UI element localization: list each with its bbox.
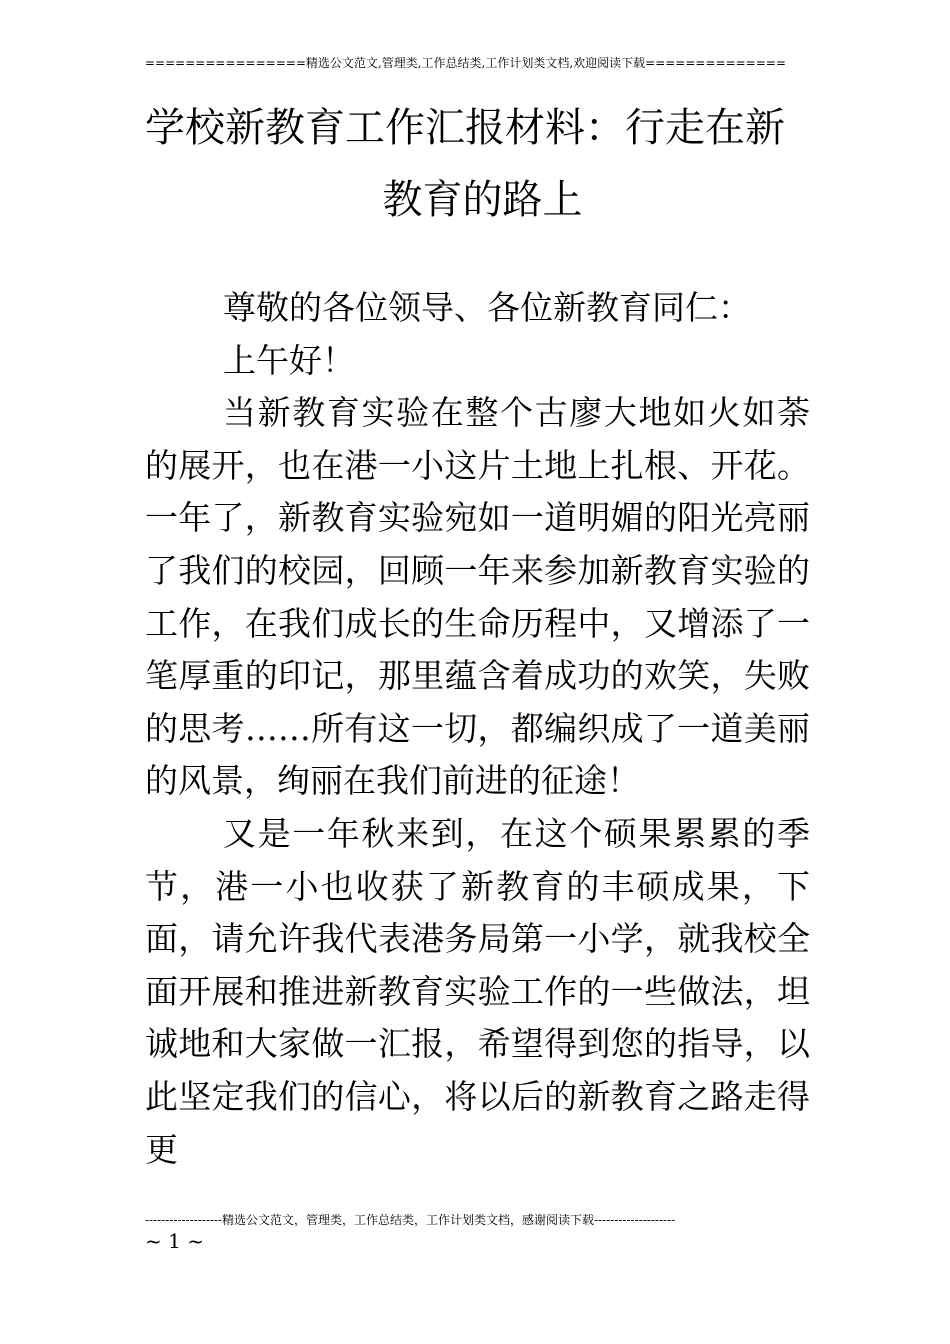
footer-banner: -------------------精选公文范文，管理类，工作总结类，工作计划类文档，感谢阅读下载-------------------- <box>145 1213 676 1227</box>
title-line-2: 教育的路上 <box>382 177 583 223</box>
page-number: ~ 1 ~ <box>145 1229 204 1253</box>
title-line-1: 学校新教育工作汇报材料：行走在新 <box>145 105 785 151</box>
document-body <box>145 282 810 1176</box>
header-banner: ================精选公文范文,管理类,工作总结类,工作计划类文档,欢迎阅读下载============== <box>145 56 786 70</box>
paragraph-2: 又是一年秋来到，在这个硕果累累的季节，港一小也收获了新教育的丰硕成果，下面，请允许我代表港务局第一小学，就我校全面开展和推进新教育实验工作的一些做法，坦诚地和大家做一汇报，希望得到您的指导，以此坚定我们的信心，将以后的新教育之路走得更 <box>145 813 810 1169</box>
salutation: 尊敬的各位领导、各位新教育同仁： <box>223 288 751 327</box>
paragraph-1: 当新教育实验在整个古廖大地如火如荼的展开，也在港一小这片土地上扎根、开花。一年了，新教育实验宛如一道明媚的阳光亮丽了我们的校园，回顾一年来参加新教育实验的工作，在我们成长的生命历程中，又增添了一笔厚重的印记，那里蕴含着成功的欢笑，失败的思考……所有这一切，都编织成了一道美丽的风景，绚丽在我们前进的征途！ <box>145 393 810 801</box>
document-title <box>145 92 810 236</box>
greeting: 上午好！ <box>223 340 355 380</box>
